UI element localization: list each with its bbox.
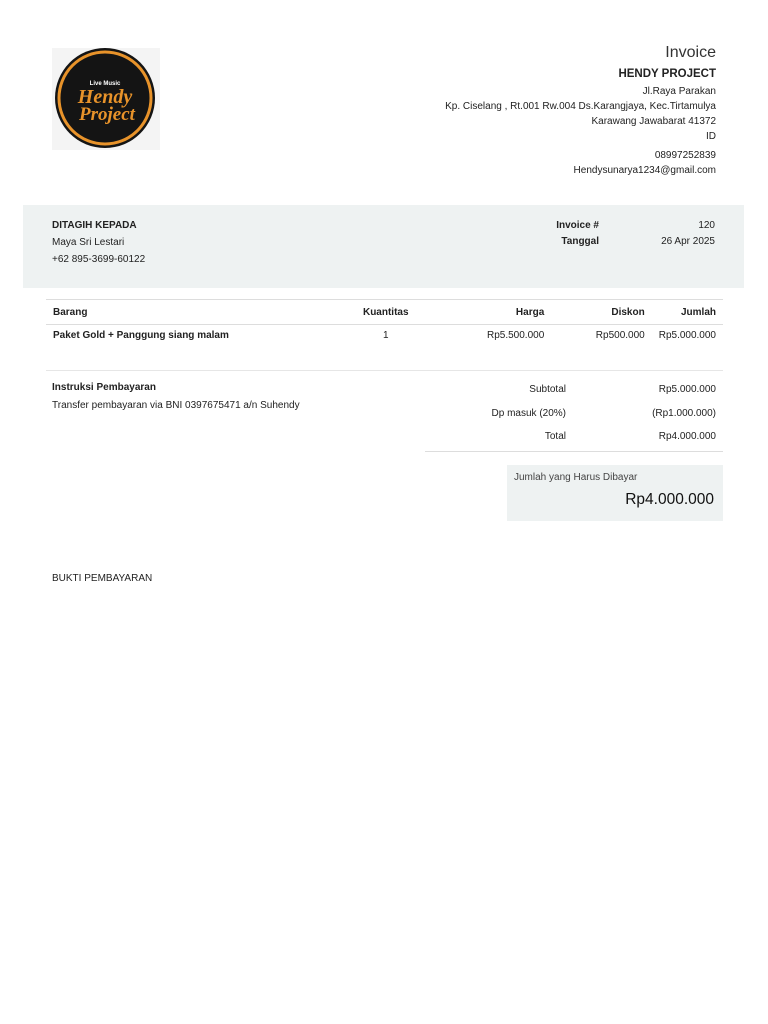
down-payment-label: Dp masuk (20%) xyxy=(491,407,566,419)
line-items-header-row xyxy=(46,300,723,325)
total-value: Rp4.000.000 xyxy=(658,431,716,442)
column-header-price: Harga xyxy=(445,300,551,325)
logo-brand-line2: Project xyxy=(79,104,135,125)
invoice-date-value: 26 Apr 2025 xyxy=(661,236,715,247)
bill-to-phone: +62 895-3699-60122 xyxy=(52,254,146,265)
amount-due-label: Jumlah yang Harus Dibayar xyxy=(514,472,638,483)
down-payment-value: (Rp1.000.000) xyxy=(652,407,716,419)
company-name: HENDY PROJECT xyxy=(618,68,716,80)
item-discount: Rp500.000 xyxy=(551,325,651,371)
hendy-project-logo-icon xyxy=(52,48,160,150)
document-title: Invoice xyxy=(665,44,716,61)
payment-instructions-heading: Instruksi Pembayaran xyxy=(52,382,156,393)
amount-due-box xyxy=(507,465,723,521)
logo-brand-line1: Hendy xyxy=(77,86,133,108)
amount-due-value: Rp4.000.000 xyxy=(625,491,714,508)
bill-to xyxy=(52,220,145,267)
bill-to-heading: DITAGIH KEPADA xyxy=(52,220,137,231)
column-header-discount: Diskon xyxy=(551,300,651,325)
payment-instructions xyxy=(52,382,392,411)
subtotal-value: Rp5.000.000 xyxy=(658,384,716,395)
payment-instructions-text: Transfer pembayaran via BNI 0397675471 a/n Suhendy xyxy=(52,400,300,411)
total-label: Total xyxy=(544,431,566,442)
column-header-amount: Jumlah xyxy=(652,300,723,325)
bill-to-name: Maya Sri Lestari xyxy=(52,237,125,248)
item-amount: Rp5.000.000 xyxy=(652,325,723,371)
item-price: Rp5.500.000 xyxy=(445,325,551,371)
table-row xyxy=(46,325,723,371)
column-header-item: Barang xyxy=(46,300,327,325)
bill-to-section xyxy=(23,205,744,288)
company-country: ID xyxy=(706,131,716,142)
invoice-number-label: Invoice # xyxy=(556,220,599,231)
line-items-table xyxy=(46,299,723,371)
subtotal-label: Subtotal xyxy=(529,384,566,395)
company-logo xyxy=(52,48,160,150)
company-address-line1: Jl.Raya Parakan xyxy=(642,86,716,97)
invoice-date-label: Tanggal xyxy=(561,236,599,247)
company-phone: 08997252839 xyxy=(654,150,716,161)
company-address-line2: Kp. Ciselang , Rt.001 Rw.004 Ds.Karangjaya, Kec.Tirtamulya xyxy=(445,101,716,112)
invoice-number-value: 120 xyxy=(698,220,715,231)
column-header-quantity: Kuantitas xyxy=(327,300,445,325)
item-description: Paket Gold + Panggung siang malam xyxy=(46,325,327,371)
subtotal-row xyxy=(425,380,723,404)
item-quantity: 1 xyxy=(327,325,445,371)
company-address-line3: Karawang Jawabarat 41372 xyxy=(591,116,716,127)
invoice-meta xyxy=(539,220,715,252)
company-email[interactable]: Hendysunarya1234@gmail.com xyxy=(573,165,716,176)
down-payment-row xyxy=(425,404,723,428)
payment-proof-heading: BUKTI PEMBAYARAN xyxy=(52,573,153,584)
company-info xyxy=(296,44,716,178)
logo-tagline: Live Music xyxy=(89,81,121,87)
totals-summary xyxy=(425,380,723,452)
total-row xyxy=(425,427,723,451)
